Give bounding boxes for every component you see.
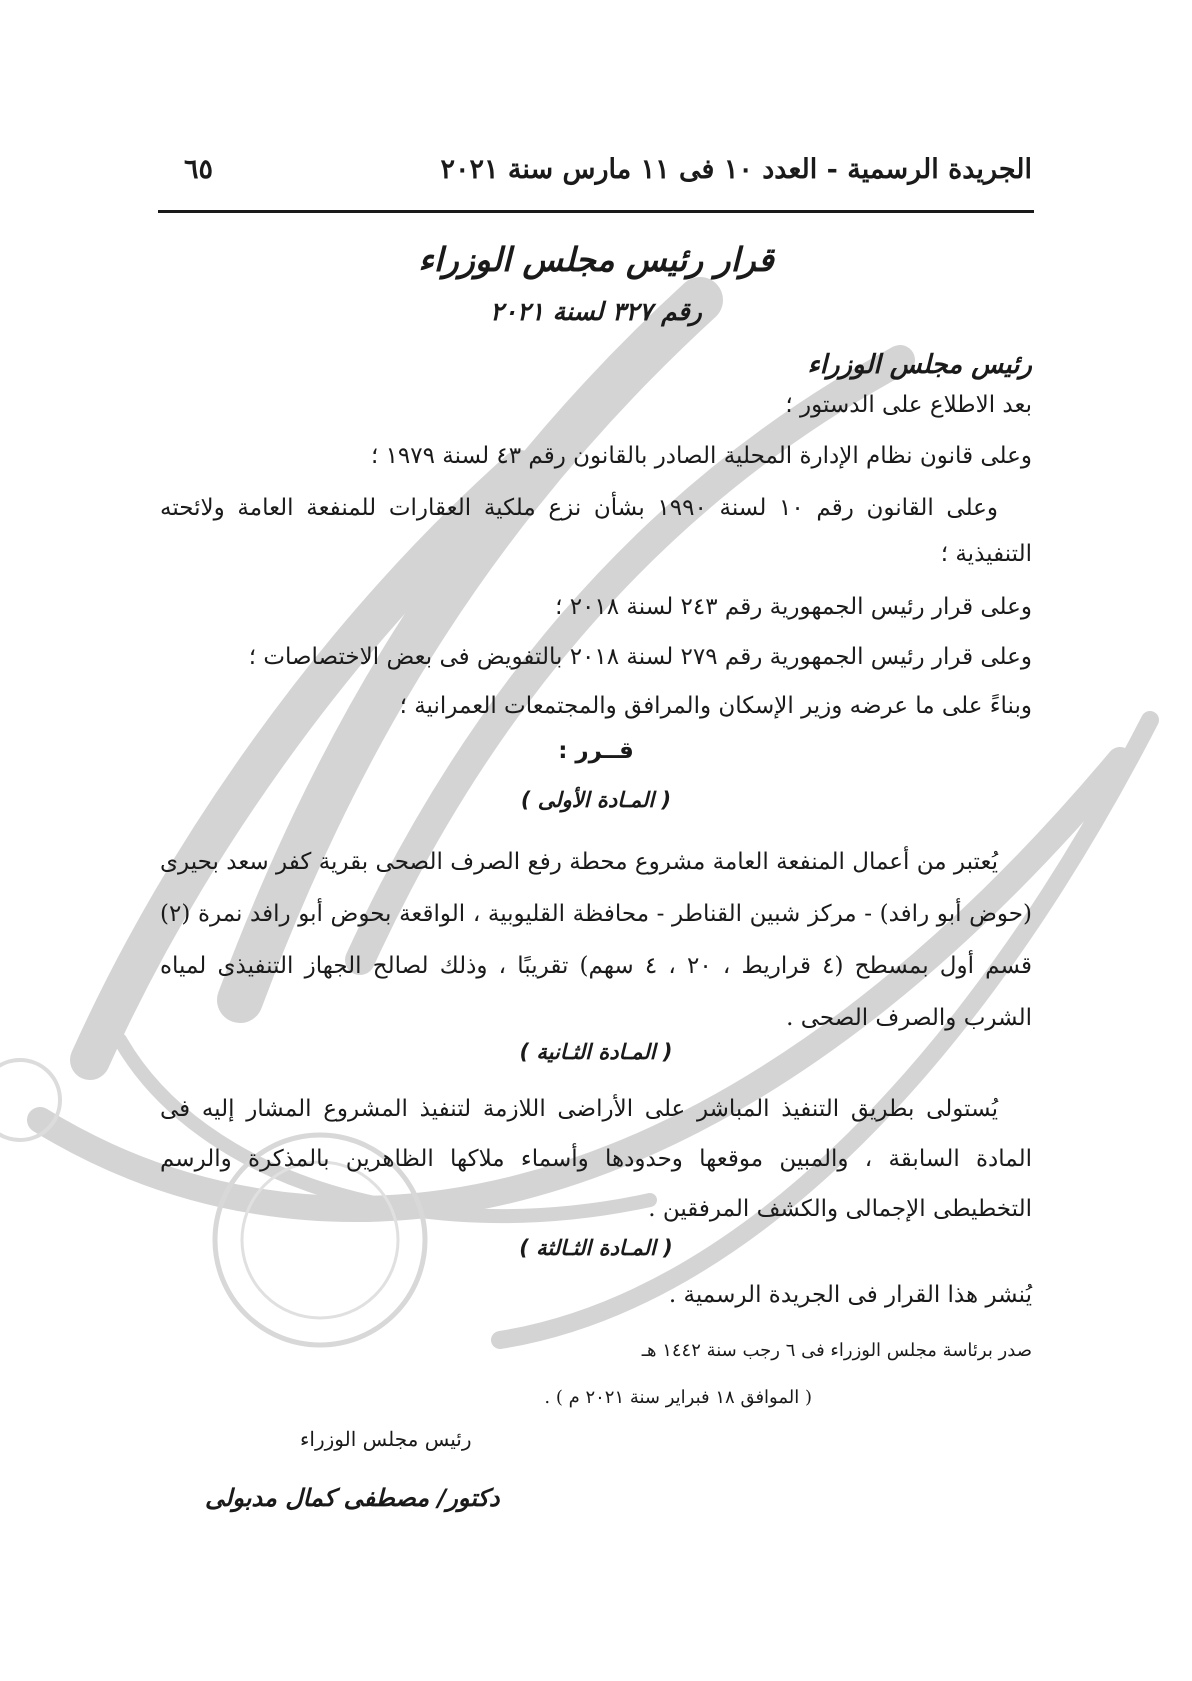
article-heading: ( المـادة الثـالثة ) <box>519 1236 673 1260</box>
gregorian-date: ( الموافق ١٨ فبراير سنة ٢٠٢١ م ) . <box>544 1387 812 1408</box>
preamble-line: وعلى القانون رقم ١٠ لسنة ١٩٩٠ بشأن نزع ملكية العقارات للمنفعة العامة ولائحته التنفيذية ؛ <box>160 495 1032 567</box>
header-divider <box>158 210 1034 213</box>
preamble-line: وعلى قرار رئيس الجمهورية رقم ٢٤٣ لسنة ٢٠١٨ ؛ <box>555 594 1032 620</box>
article-text: يُعتبر من أعمال المنفعة العامة مشروع محطة رفع الصرف الصحى بقرية كفر سعد بحيرى (حوض أبو رافد) - مركز شبين القناطر - محافظة القليوبية ، الواقعة بحوض أبو رافد نمرة (٢) قسم أول بمسطح (٤ قراريط ، ٢٠ ، ٤ سهم) تقريبًا ، وذلك لصالح الجهاز التنفيذى لمياه الشرب والصرف الصحى . <box>160 849 1032 1031</box>
article-heading: ( المـادة الأولى ) <box>520 788 672 812</box>
signature-role: رئيس مجلس الوزراء <box>300 1427 472 1451</box>
preamble-line: وعلى قرار رئيس الجمهورية رقم ٢٧٩ لسنة ٢٠١٨ بالتفويض فى بعض الاختصاصات ؛ <box>248 644 1032 670</box>
issued-date: صدر برئاسة مجلس الوزراء فى ٦ رجب سنة ١٤٤٢ هـ <box>641 1340 1032 1361</box>
gazette-title: الجريدة الرسمية - العدد ١٠ فى ١١ مارس سنة ٢٠٢١ <box>440 154 1032 185</box>
decree-number: رقم ٣٢٧ لسنة ٢٠٢١ <box>490 297 702 326</box>
decree-title: قرار رئيس مجلس الوزراء <box>418 240 774 279</box>
article-text: يُنشر هذا القرار فى الجريدة الرسمية . <box>668 1282 1032 1308</box>
preamble-line: وبناءً على ما عرضه وزير الإسكان والمرافق والمجتمعات العمرانية ؛ <box>399 693 1032 719</box>
preamble-line: بعد الاطلاع على الدستور ؛ <box>785 392 1032 418</box>
preamble-line: وعلى قانون نظام الإدارة المحلية الصادر بالقانون رقم ٤٣ لسنة ١٩٧٩ ؛ <box>370 443 1032 469</box>
decree-issuer: رئيس مجلس الوزراء <box>807 350 1032 380</box>
page-header <box>160 148 1032 198</box>
article-text: يُستولى بطريق التنفيذ المباشر على الأراضى اللازمة لتنفيذ المشروع المشار إليه فى المادة السابقة ، والمبين موقعها وحدودها وأسماء ملاكها الظاهرين بالمذكرة والرسم التخطيطى الإجمالى والكشف المرفقين . <box>160 1096 1032 1222</box>
signature-name: دكتور/ مصطفى كمال مدبولى <box>205 1484 500 1512</box>
article-heading: ( المـادة الثـانية ) <box>519 1040 673 1064</box>
decided-label: قــرر : <box>558 738 634 764</box>
page-number: ٦٥ <box>184 154 214 185</box>
